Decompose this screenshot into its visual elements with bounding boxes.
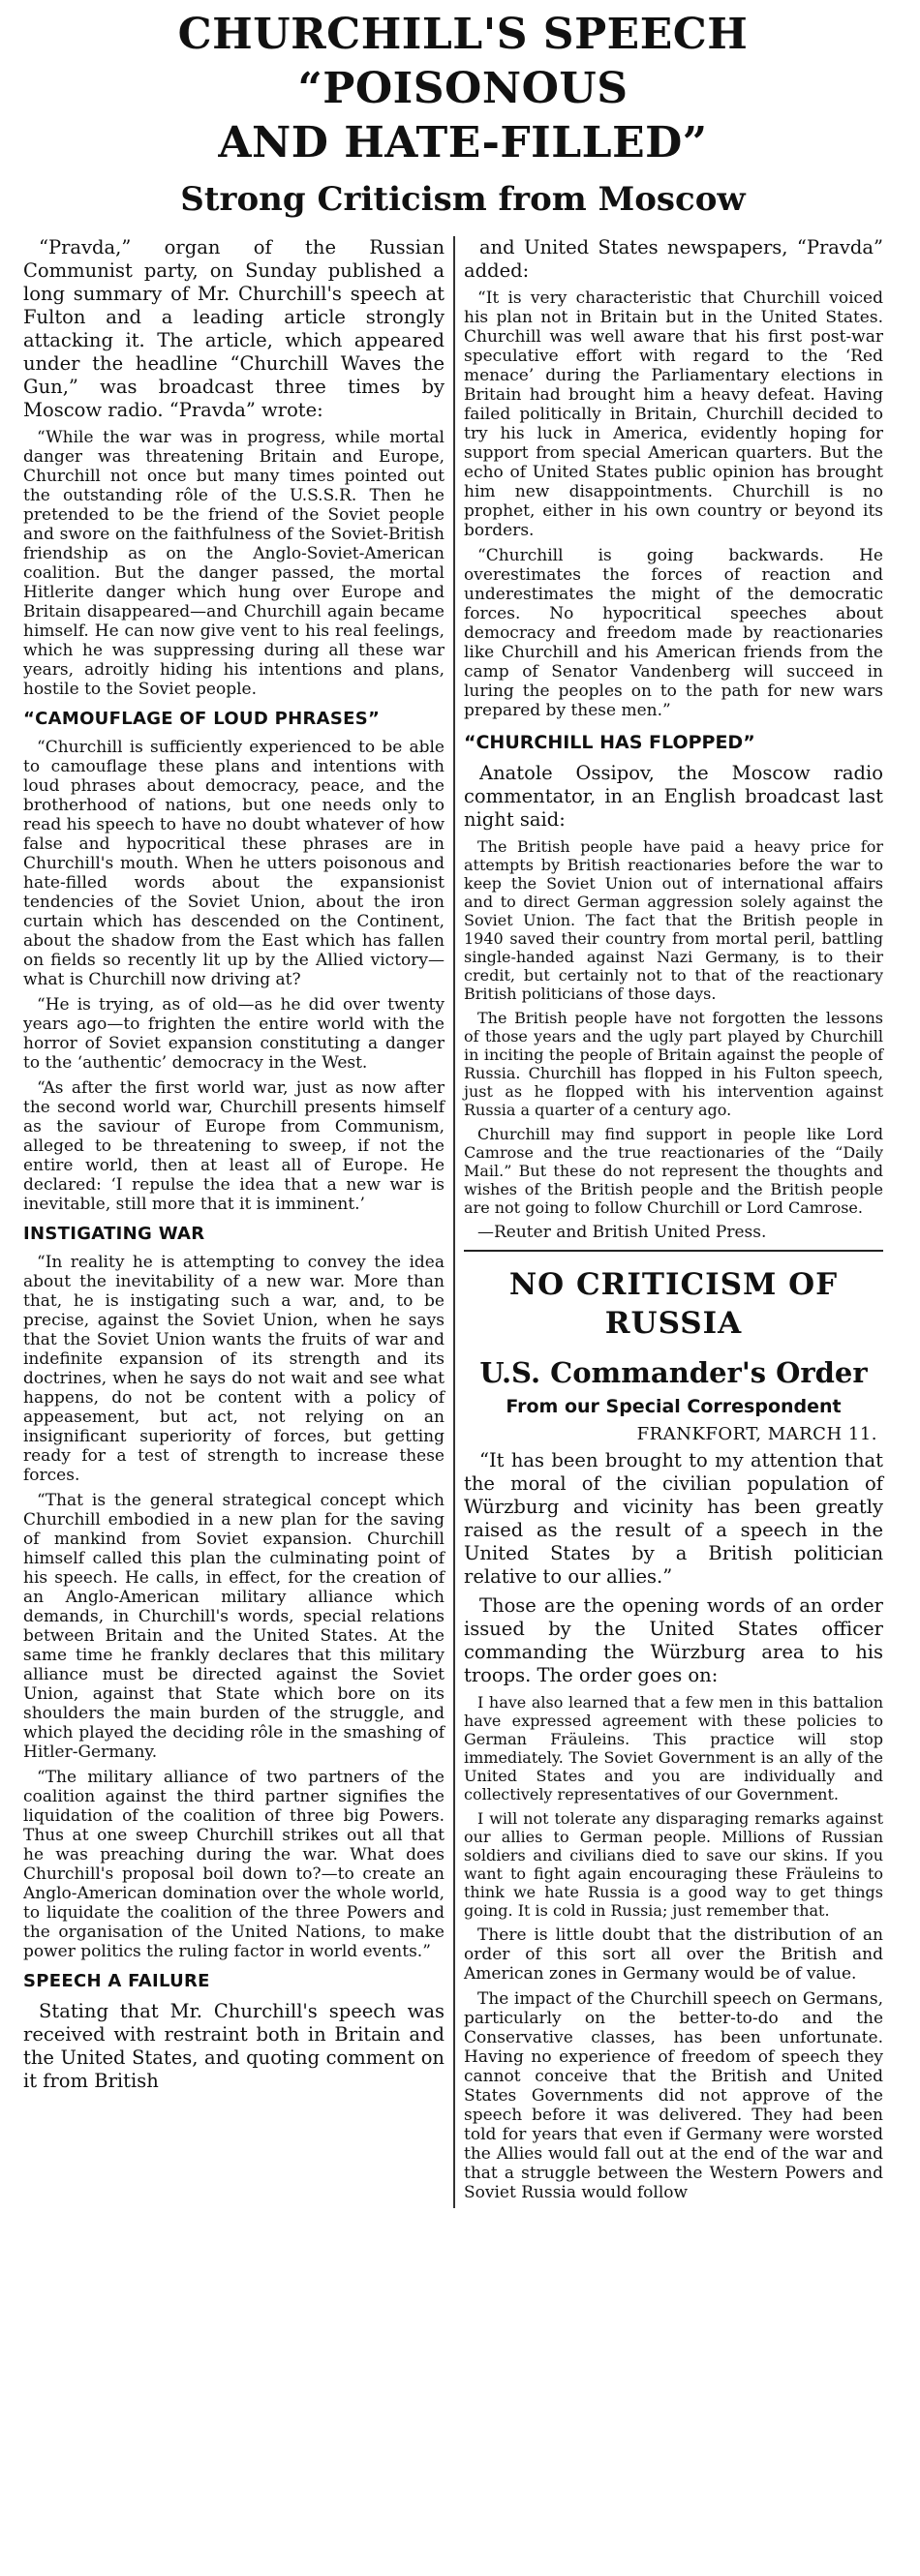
story2-headline: [464, 1265, 883, 1343]
headline-line-1: CHURCHILL'S SPEECH “POISONOUS: [177, 10, 749, 113]
story2-order-paragraph-2: I will not tolerate any disparaging remarks against our allies to German people. Millions of Russian soldiers and civilians died to save our skins. If you want to fight again encouraging these Fräuleins to think we hate Russia is a good way to get things going. It is cold in Russia; just remember that.: [464, 1809, 883, 1920]
story2-order-paragraph-1: I have also learned that a few men in this battalion have expressed agreement with these policies to German Fräuleins. This practice will stop immediately. The Soviet Government is an ally of the United States and you are individually and collectively representatives of our Government.: [464, 1693, 883, 1803]
speech-failure-paragraph: Stating that Mr. Churchill's speech was received with restraint both in Britain and the United States, and quoting comment on it from British: [23, 2000, 445, 2092]
instigating-paragraph-1: “In reality he is attempting to convey the idea about the inevitability of a new war. More than that, he is instigating such a war, and, to be precise, against the Soviet Union, when he says that the Soviet Union wants the fruits of war and indefinite expansion of its strength and its doctrines, when he says do not wait and see what happens, do not be content with a policy of appeasement, but act, not relying on an insignificant superiority of forces, but getting ready for a test of strength to increase these forces.: [23, 1253, 445, 1485]
story2-paragraph-1: “It has been brought to my attention that the moral of the civilian population of Würzburg and vicinity has been greatly raised as the result of a speech in the United States by a British politician relative to our allies.”: [464, 1449, 883, 1588]
story-divider: [464, 1250, 883, 1252]
camouflage-paragraph-2: “He is trying, as of old—as he did over twenty years ago—to frighten the entire world with the horror of Soviet expansion constituting a danger to the ‘authentic’ democracy in the West.: [23, 995, 445, 1073]
main-headline: [23, 8, 903, 170]
right-column: [453, 236, 883, 2208]
story2-headline-line-2: RUSSIA: [604, 1306, 743, 1341]
wire-credit: —Reuter and British United Press.: [477, 1223, 767, 1242]
story2-paragraph-5: There is little doubt that the distribution of an order of this sort all over the British and American zones in Germany would be of value.: [464, 1925, 883, 1984]
section-heading-camouflage: “CAMOUFLAGE OF LOUD PHRASES”: [23, 709, 381, 729]
flopped-paragraph-2: The British people have paid a heavy price for attempts by British reactionaries before the war to keep the Soviet Union out of international affairs and to direct German aggression solely against the Soviet Union. The fact that the British people in 1940 saved their country from mortal peril, battling single-handed against Nazi Germany, is to their credit, but certainly not to that of the reactionary British politicians of those days.: [464, 837, 883, 1003]
left-column: [23, 236, 453, 2099]
intro-paragraph: “Pravda,” organ of the Russian Communist party, on Sunday published a long summary of Mr. Churchill's speech at Fulton and a leading article strongly attacking it. The article, which appeared under the headline “Churchill Waves the Gun,” was broadcast three times by Moscow radio. “Pravda” wrote:: [23, 236, 445, 421]
flopped-paragraph-3: The British people have not forgotten the lessons of those years and the ugly part played by Churchill in inciting the people of Britain against the people of Russia. Churchill has flopped in his Fulton speech, just as he flopped with his intervention against Russia a quarter of a century ago.: [464, 1009, 883, 1119]
section-heading-instigating-war: INSTIGATING WAR: [23, 1224, 205, 1244]
article-columns: [23, 236, 903, 2208]
story2-subheadline: U.S. Commander's Order: [479, 1356, 868, 1389]
story2-dateline: FRANKFORT, MARCH 11.: [636, 1424, 877, 1444]
story2-paragraph-2: Those are the opening words of an order issued by the United States officer commanding the Würzburg area to his troops. The order goes on:: [464, 1594, 883, 1686]
section-heading-churchill-flopped: “CHURCHILL HAS FLOPPED”: [464, 732, 755, 753]
camouflage-paragraph-1: “Churchill is sufficiently experienced to be able to camouflage these plans and intentions with loud phrases about democracy, peace, and the brotherhood of nations, but one needs only to read his speech to have no doubt whatever of how false and hypocritical these phrases are in Churchill's mouth. When he utters poisonous and hate-filled words about the expansionist tendencies of the Soviet Union, about the iron curtain which has descended on the Continent, about the shadow from the East which has fallen on fields so recently lit up by the Allied victory—what is Churchill now driving at?: [23, 738, 445, 989]
camouflage-paragraph-3: “As after the first world war, just as now after the second world war, Churchill presents himself as the saviour of Europe from Communism, alleged to be threatening to sweep, if not the entire world, then at least all of Europe. He declared: ‘I repulse the idea that a new war is inevitable, still more that it is imminent.’: [23, 1078, 445, 1214]
continued-paragraph-3: “Churchill is going backwards. He overestimates the forces of reaction and underestimates the might of the democratic forces. No hypocritical speeches about democracy and freedom made by reactionaries like Churchill and his American friends from the camp of Senator Vandenberg will succeed in luring the peoples on to the path for new wars prepared by these men.”: [464, 546, 883, 720]
instigating-paragraph-2: “That is the general strategical concept which Churchill embodied in a new plan for the saving of mankind from Soviet expansion. Churchill himself called this plan the culminating point of his speech. He calls, in effect, for the creation of an Anglo-American military alliance which demands, in Churchill's words, special relations between Britain and the United States. At the same time he frankly declares that this military alliance must be directed against the Soviet Union, against that State which bore on its shoulders the main burden of the struggle, and which played the deciding rôle in the smashing of Hitler-Germany.: [23, 1491, 445, 1762]
continued-paragraph-1: and United States newspapers, “Pravda” added:: [464, 236, 883, 282]
instigating-paragraph-3: “The military alliance of two partners of the coalition against the third partner signifies the liquidation of the coalition of three big Powers. Thus at one sweep Churchill strikes out all that he was preaching during the war. What does Churchill's proposal boil down to?—to create an Anglo-American domination over the whole world, to liquidate the coalition of the three Powers and the organisation of the United Nations, to make power politics the ruling factor in world events.”: [23, 1768, 445, 1961]
flopped-paragraph-1: Anatole Ossipov, the Moscow radio commentator, in an English broadcast last night said:: [464, 762, 883, 831]
story2-headline-line-1: NO CRITICISM OF: [508, 1267, 839, 1302]
pravda-quote-1: “While the war was in progress, while mortal danger was threatening Britain and Europe, Churchill not once but many times pointed out the outstanding rôle of the U.S.S.R. Then he pretended to be the friend of the Soviet people and swore on the faithfulness of the Soviet-British friendship as on the Anglo-Soviet-American coalition. But the danger passed, the mortal Hitlerite danger which hung over Europe and Britain disappeared—and Churchill again became himself. He can now give vent to his real feelings, which he was suppressing during all these war years, adroitly hiding his intentions and plans, hostile to the Soviet people.: [23, 428, 445, 699]
continued-paragraph-2: “It is very characteristic that Churchill voiced his plan not in Britain but in the United States. Churchill was well aware that his first post-war speculative effort with regard to the ‘Red menace’ during the Parliamentary elections in Britain had brought him a heavy defeat. Having failed politically in Britain, Churchill decided to try his luck in America, evidently hoping for support from special American quarters. But the echo of United States public opinion has brought him new disappointments. Churchill is no prophet, either in his own country or beyond its borders.: [464, 288, 883, 540]
headline-line-2: AND HATE-FILLED”: [218, 118, 708, 167]
flopped-paragraph-4: Churchill may find support in people like Lord Camrose and the true reactionaries of the “Daily Mail.” But these do not represent the thoughts and wishes of the British people and the British people are not going to follow Churchill or Lord Camrose.: [464, 1125, 883, 1217]
story2-byline: From our Special Correspondent: [506, 1396, 842, 1417]
subheadline: Strong Criticism from Moscow: [180, 180, 746, 219]
section-heading-speech-failure: SPEECH A FAILURE: [23, 1971, 210, 1991]
story2-paragraph-6: The impact of the Churchill speech on Germans, particularly on the better-to-do and the Conservative classes, has been unfortunate. Having no experience of freedom of speech they cannot conceive that the British and United States Governments did not approve of the speech before it was delivered. They had been told for years that even if Germany were worsted the Allies would fall out at the end of the war and that a struggle between the Western Powers and Soviet Russia would follow: [464, 1989, 883, 2202]
